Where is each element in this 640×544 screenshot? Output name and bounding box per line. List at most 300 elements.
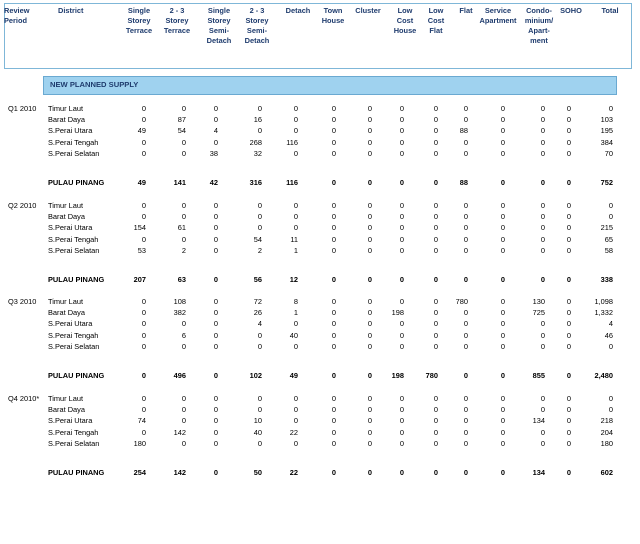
cell-value: 0	[463, 468, 468, 477]
cell-value: 0	[500, 405, 505, 415]
cell-value: 0	[213, 223, 218, 233]
cell-value: 65	[604, 234, 613, 244]
cell-value: 0	[433, 115, 438, 125]
cell-value: 496	[173, 371, 186, 380]
cell-value: 46	[604, 330, 613, 340]
column-header: SOHO	[560, 6, 582, 15]
cell-value: 0	[181, 416, 186, 426]
cell-value: 0	[181, 234, 186, 244]
table-row	[0, 137, 640, 148]
cell-value: 0	[433, 394, 438, 403]
cell-value: 0	[500, 126, 505, 136]
cell-value: 0	[257, 405, 262, 415]
cell-value: 88	[459, 178, 468, 187]
table-row	[0, 318, 640, 329]
cell-value: 855	[532, 371, 545, 380]
cell-value: 0	[433, 308, 438, 318]
cell-value: 0	[433, 416, 438, 426]
cell-value: 0	[367, 126, 372, 136]
cell-value: 0	[331, 223, 336, 233]
column-header: Cluster	[355, 6, 381, 15]
cell-value: 0	[181, 319, 186, 329]
cell-value: 0	[367, 297, 372, 306]
cell-value: 0	[500, 297, 505, 306]
cell-value: 0	[463, 319, 468, 329]
cell-value: 0	[566, 115, 571, 125]
cell-value: 780	[455, 297, 468, 306]
cell-value: 0	[181, 137, 186, 147]
cell-value: 0	[608, 394, 613, 403]
total-label: PULAU PINANG	[48, 178, 105, 187]
section-banner	[43, 76, 617, 95]
cell-value: 53	[137, 245, 146, 255]
cell-value: 198	[391, 308, 404, 318]
column-header: 2 - 3 Storey Semi- Detach	[244, 6, 270, 45]
cell-value: 0	[566, 178, 571, 187]
cell-value: 0	[500, 275, 505, 284]
district-name: Barat Daya	[48, 115, 85, 125]
cell-value: 0	[213, 330, 218, 340]
cell-value: 0	[367, 115, 372, 125]
cell-value: 0	[367, 438, 372, 448]
cell-value: 0	[463, 416, 468, 426]
cell-value: 0	[540, 245, 545, 255]
table-row	[0, 415, 640, 426]
cell-value: 0	[257, 201, 262, 210]
cell-value: 0	[566, 137, 571, 147]
table-row	[0, 103, 640, 114]
cell-value: 0	[566, 371, 571, 380]
cell-value: 49	[289, 371, 298, 380]
cell-value: 0	[257, 223, 262, 233]
cell-value: 0	[399, 319, 404, 329]
cell-value: 0	[500, 319, 505, 329]
cell-value: 0	[331, 234, 336, 244]
cell-value: 0	[399, 104, 404, 113]
cell-value: 0	[500, 245, 505, 255]
cell-value: 195	[600, 126, 613, 136]
cell-value: 0	[181, 212, 186, 222]
cell-value: 0	[367, 330, 372, 340]
cell-value: 0	[367, 245, 372, 255]
cell-value: 0	[331, 178, 336, 187]
cell-value: 0	[463, 223, 468, 233]
cell-value: 338	[600, 275, 613, 284]
cell-value: 0	[433, 104, 438, 113]
cell-value: 0	[181, 104, 186, 113]
column-header: District	[58, 6, 84, 15]
cell-value: 0	[463, 371, 468, 380]
cell-value: 0	[463, 308, 468, 318]
cell-value: 0	[540, 104, 545, 113]
cell-value: 38	[209, 148, 218, 158]
cell-value: 384	[600, 137, 613, 147]
cell-value: 0	[141, 319, 146, 329]
district-name: Timur Laut	[48, 297, 84, 306]
cell-value: 0	[331, 137, 336, 147]
table-row	[0, 222, 640, 233]
cell-value: 0	[540, 405, 545, 415]
cell-value: 141	[173, 178, 186, 187]
cell-value: 0	[566, 234, 571, 244]
cell-value: 0	[367, 427, 372, 437]
cell-value: 316	[249, 178, 262, 187]
cell-value: 0	[399, 427, 404, 437]
cell-value: 0	[433, 405, 438, 415]
cell-value: 0	[141, 104, 146, 113]
cell-value: 16	[253, 115, 262, 125]
cell-value: 0	[367, 178, 372, 187]
district-name: S.Perai Selatan	[48, 438, 100, 448]
cell-value: 0	[566, 223, 571, 233]
cell-value: 116	[286, 137, 298, 147]
table-row	[0, 245, 640, 256]
column-header: Condo- minium/ Apart- ment	[524, 6, 554, 45]
cell-value: 0	[367, 416, 372, 426]
district-name: S.Perai Utara	[48, 223, 93, 233]
cell-value: 0	[608, 341, 613, 351]
cell-value: 0	[433, 245, 438, 255]
cell-value: 0	[540, 394, 545, 403]
cell-value: 0	[399, 234, 404, 244]
cell-value: 0	[293, 223, 298, 233]
cell-value: 72	[253, 297, 262, 306]
cell-value: 0	[463, 104, 468, 113]
cell-value: 0	[141, 137, 146, 147]
cell-value: 0	[257, 212, 262, 222]
cell-value: 0	[566, 148, 571, 158]
cell-value: 74	[137, 416, 146, 426]
cell-value: 0	[213, 341, 218, 351]
cell-value: 0	[367, 319, 372, 329]
cell-value: 0	[608, 405, 613, 415]
cell-value: 0	[213, 308, 218, 318]
cell-value: 0	[213, 427, 218, 437]
total-row	[0, 274, 640, 285]
column-header: Detach	[285, 6, 311, 15]
district-name: Barat Daya	[48, 212, 85, 222]
cell-value: 0	[433, 341, 438, 351]
cell-value: 49	[137, 126, 146, 136]
cell-value: 0	[463, 438, 468, 448]
cell-value: 0	[181, 405, 186, 415]
cell-value: 0	[399, 201, 404, 210]
cell-value: 0	[331, 438, 336, 448]
cell-value: 0	[540, 212, 545, 222]
cell-value: 0	[500, 212, 505, 222]
cell-value: 40	[253, 427, 262, 437]
cell-value: 2	[181, 245, 186, 255]
cell-value: 142	[173, 427, 186, 437]
cell-value: 0	[399, 394, 404, 403]
district-name: Timur Laut	[48, 394, 84, 403]
cell-value: 0	[213, 371, 218, 380]
cell-value: 0	[399, 405, 404, 415]
cell-value: 0	[293, 212, 298, 222]
cell-value: 218	[600, 416, 613, 426]
district-name: S.Perai Utara	[48, 319, 93, 329]
table-row	[0, 393, 640, 404]
cell-value: 0	[566, 394, 571, 403]
section-title: NEW PLANNED SUPPLY	[50, 80, 139, 89]
cell-value: 63	[177, 275, 186, 284]
district-name: S.Perai Tengah	[48, 330, 99, 340]
cell-value: 4	[257, 319, 262, 329]
cell-value: 0	[540, 223, 545, 233]
table-row	[0, 211, 640, 222]
cell-value: 0	[331, 201, 336, 210]
cell-value: 0	[608, 201, 613, 210]
cell-value: 0	[500, 308, 505, 318]
cell-value: 0	[213, 319, 218, 329]
cell-value: 215	[600, 223, 613, 233]
cell-value: 0	[367, 308, 372, 318]
table-row	[0, 307, 640, 318]
cell-value: 0	[367, 234, 372, 244]
table-row	[0, 427, 640, 438]
cell-value: 32	[253, 148, 262, 158]
table-row	[0, 341, 640, 352]
cell-value: 0	[566, 341, 571, 351]
district-name: S.Perai Selatan	[48, 245, 100, 255]
cell-value: 49	[137, 178, 146, 187]
cell-value: 0	[463, 245, 468, 255]
cell-value: 0	[433, 468, 438, 477]
cell-value: 40	[289, 330, 298, 340]
cell-value: 0	[293, 126, 298, 136]
cell-value: 42	[209, 178, 218, 187]
cell-value: 752	[600, 178, 613, 187]
cell-value: 61	[177, 223, 186, 233]
cell-value: 0	[213, 104, 218, 113]
cell-value: 0	[293, 201, 298, 210]
cell-value: 0	[433, 178, 438, 187]
cell-value: 4	[213, 126, 218, 136]
cell-value: 2	[257, 245, 262, 255]
cell-value: 0	[463, 275, 468, 284]
cell-value: 0	[463, 234, 468, 244]
cell-value: 0	[213, 438, 218, 448]
cell-value: 0	[463, 330, 468, 340]
district-name: S.Perai Tengah	[48, 234, 99, 244]
cell-value: 0	[181, 148, 186, 158]
cell-value: 0	[399, 212, 404, 222]
table-row	[0, 330, 640, 341]
cell-value: 0	[540, 427, 545, 437]
cell-value: 0	[331, 416, 336, 426]
cell-value: 0	[399, 223, 404, 233]
cell-value: 268	[249, 137, 262, 147]
column-header: Low Cost House	[393, 6, 417, 35]
cell-value: 204	[600, 427, 613, 437]
cell-value: 0	[257, 341, 262, 351]
cell-value: 180	[133, 438, 146, 448]
cell-value: 0	[257, 438, 262, 448]
table-row	[0, 296, 640, 307]
column-header: Town House	[321, 6, 345, 25]
cell-value: 0	[566, 201, 571, 210]
cell-value: 0	[293, 341, 298, 351]
cell-value: 0	[399, 297, 404, 306]
cell-value: 0	[433, 438, 438, 448]
cell-value: 0	[213, 137, 218, 147]
cell-value: 0	[500, 416, 505, 426]
cell-value: 0	[399, 245, 404, 255]
cell-value: 0	[331, 275, 336, 284]
cell-value: 0	[433, 275, 438, 284]
cell-value: 0	[540, 137, 545, 147]
cell-value: 0	[213, 115, 218, 125]
cell-value: 154	[133, 223, 146, 233]
cell-value: 134	[532, 416, 545, 426]
cell-value: 0	[331, 371, 336, 380]
cell-value: 108	[173, 297, 186, 306]
cell-value: 0	[331, 115, 336, 125]
district-name: S.Perai Utara	[48, 126, 93, 136]
cell-value: 0	[141, 394, 146, 403]
review-period: Q3 2010	[8, 297, 37, 306]
district-name: S.Perai Tengah	[48, 427, 99, 437]
total-row	[0, 370, 640, 381]
cell-value: 26	[253, 308, 262, 318]
cell-value: 0	[433, 234, 438, 244]
cell-value: 0	[399, 416, 404, 426]
cell-value: 0	[331, 330, 336, 340]
cell-value: 0	[331, 212, 336, 222]
cell-value: 0	[257, 330, 262, 340]
cell-value: 0	[213, 416, 218, 426]
review-period: Q4 2010*	[8, 394, 40, 403]
cell-value: 0	[566, 405, 571, 415]
cell-value: 0	[181, 201, 186, 210]
cell-value: 0	[331, 126, 336, 136]
cell-value: 0	[213, 201, 218, 210]
cell-value: 0	[331, 427, 336, 437]
review-period: Q1 2010	[8, 104, 37, 113]
cell-value: 0	[433, 319, 438, 329]
table-row	[0, 125, 640, 136]
cell-value: 0	[213, 394, 218, 403]
cell-value: 254	[133, 468, 146, 477]
column-header: Single Storey Semi- Detach	[206, 6, 232, 45]
cell-value: 0	[433, 126, 438, 136]
cell-value: 0	[293, 416, 298, 426]
cell-value: 0	[433, 137, 438, 147]
cell-value: 0	[500, 330, 505, 340]
cell-value: 0	[566, 212, 571, 222]
cell-value: 0	[213, 405, 218, 415]
district-name: Barat Daya	[48, 405, 85, 415]
cell-value: 0	[566, 438, 571, 448]
cell-value: 0	[141, 427, 146, 437]
cell-value: 0	[331, 468, 336, 477]
cell-value: 725	[532, 308, 545, 318]
cell-value: 0	[500, 438, 505, 448]
cell-value: 142	[173, 468, 186, 477]
cell-value: 0	[141, 405, 146, 415]
cell-value: 0	[433, 212, 438, 222]
cell-value: 0	[540, 115, 545, 125]
cell-value: 0	[399, 468, 404, 477]
column-header: Service Apartment	[479, 6, 517, 25]
cell-value: 2,480	[594, 371, 613, 380]
cell-value: 0	[141, 148, 146, 158]
cell-value: 0	[331, 405, 336, 415]
cell-value: 382	[173, 308, 186, 318]
cell-value: 0	[141, 297, 146, 306]
cell-value: 0	[213, 468, 218, 477]
cell-value: 0	[257, 126, 262, 136]
cell-value: 0	[141, 371, 146, 380]
column-header: 2 - 3 Storey Terrace	[163, 6, 191, 35]
cell-value: 102	[249, 371, 262, 380]
cell-value: 0	[566, 104, 571, 113]
total-label: PULAU PINANG	[48, 468, 105, 477]
cell-value: 0	[331, 394, 336, 403]
district-name: S.Perai Selatan	[48, 341, 100, 351]
cell-value: 0	[331, 245, 336, 255]
cell-value: 0	[141, 115, 146, 125]
cell-value: 0	[141, 330, 146, 340]
cell-value: 0	[566, 275, 571, 284]
cell-value: 0	[331, 297, 336, 306]
cell-value: 0	[540, 438, 545, 448]
cell-value: 22	[289, 427, 298, 437]
cell-value: 0	[608, 104, 613, 113]
cell-value: 207	[133, 275, 146, 284]
cell-value: 0	[141, 341, 146, 351]
cell-value: 6	[181, 330, 186, 340]
cell-value: 0	[500, 148, 505, 158]
total-row	[0, 177, 640, 188]
cell-value: 0	[433, 427, 438, 437]
cell-value: 0	[367, 104, 372, 113]
cell-value: 0	[566, 319, 571, 329]
cell-value: 0	[463, 212, 468, 222]
cell-value: 0	[399, 115, 404, 125]
cell-value: 1,332	[594, 308, 613, 318]
cell-value: 0	[399, 148, 404, 158]
cell-value: 0	[293, 319, 298, 329]
cell-value: 0	[540, 178, 545, 187]
cell-value: 0	[367, 201, 372, 210]
cell-value: 0	[540, 319, 545, 329]
cell-value: 780	[425, 371, 438, 380]
cell-value: 0	[463, 405, 468, 415]
cell-value: 11	[290, 234, 298, 244]
cell-value: 0	[213, 212, 218, 222]
cell-value: 0	[433, 330, 438, 340]
column-header: Total	[601, 6, 619, 15]
cell-value: 0	[399, 137, 404, 147]
cell-value: 0	[141, 234, 146, 244]
cell-value: 0	[367, 148, 372, 158]
cell-value: 12	[289, 275, 298, 284]
cell-value: 0	[433, 223, 438, 233]
cell-value: 0	[566, 297, 571, 306]
table-row	[0, 404, 640, 415]
cell-value: 0	[141, 212, 146, 222]
cell-value: 1	[293, 308, 298, 318]
cell-value: 0	[331, 319, 336, 329]
table-row	[0, 114, 640, 125]
cell-value: 0	[463, 115, 468, 125]
cell-value: 0	[399, 178, 404, 187]
cell-value: 1	[293, 245, 298, 255]
cell-value: 0	[540, 330, 545, 340]
cell-value: 0	[399, 341, 404, 351]
table-row	[0, 438, 640, 449]
